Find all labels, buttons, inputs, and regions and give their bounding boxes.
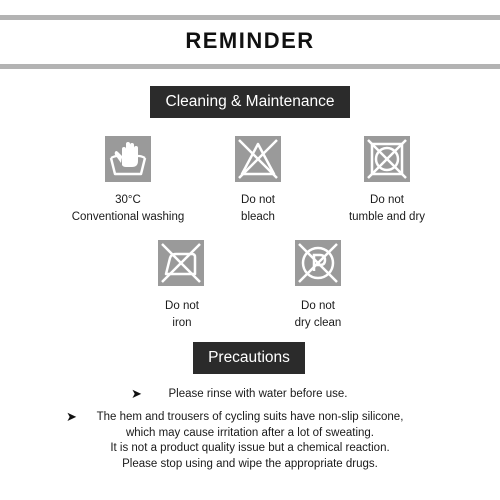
no-tumble-dry-line1: Do not (370, 194, 404, 206)
no-dry-clean-icon (295, 240, 341, 286)
no-bleach-icon (235, 136, 281, 182)
no-tumble-dry-icon (364, 136, 410, 182)
precaution-line: Please stop using and wipe the appropriate drugs. (122, 457, 378, 470)
no-bleach-line1: Do not (241, 194, 275, 206)
hand-wash-label: Conventional washing (71, 211, 185, 223)
hand-wash-icon (105, 136, 151, 182)
no-bleach-caption (200, 192, 316, 226)
precaution-item (0, 410, 500, 472)
hand-wash-caption (60, 192, 196, 226)
header-top-rule (0, 15, 500, 20)
no-iron-line2: iron (172, 317, 192, 329)
no-tumble-dry-caption (322, 192, 452, 226)
no-tumble-dry-line2: tumble and dry (348, 211, 426, 223)
precautions-section-title: Precautions (193, 342, 305, 374)
arrow-bullet-icon: ➤ (131, 386, 142, 401)
precaution-line: which may cause irritation after a lot of sweating. (125, 426, 374, 439)
no-dry-clean-line2: dry clean (294, 317, 342, 329)
no-iron-line1: Do not (165, 300, 199, 312)
header-bottom-rule (0, 64, 500, 69)
no-dry-clean-caption (262, 298, 374, 332)
no-dry-clean-line1: Do not (301, 300, 335, 312)
precaution-line: It is not a product quality issue but a chemical reaction. (110, 442, 390, 454)
page-title: REMINDER (185, 28, 315, 53)
precaution-line: Please rinse with water before use. (168, 388, 348, 400)
no-bleach-line2: bleach (241, 211, 275, 223)
cleaning-section-title: Cleaning & Maintenance (150, 86, 350, 118)
precaution-line: The hem and trousers of cycling suits have non-slip silicone, (96, 411, 404, 423)
hand-wash-temp: 30°C (115, 194, 141, 206)
no-iron-icon (158, 240, 204, 286)
no-iron-caption (130, 298, 234, 332)
arrow-bullet-icon: ➤ (66, 409, 77, 424)
precaution-item (8, 387, 500, 403)
